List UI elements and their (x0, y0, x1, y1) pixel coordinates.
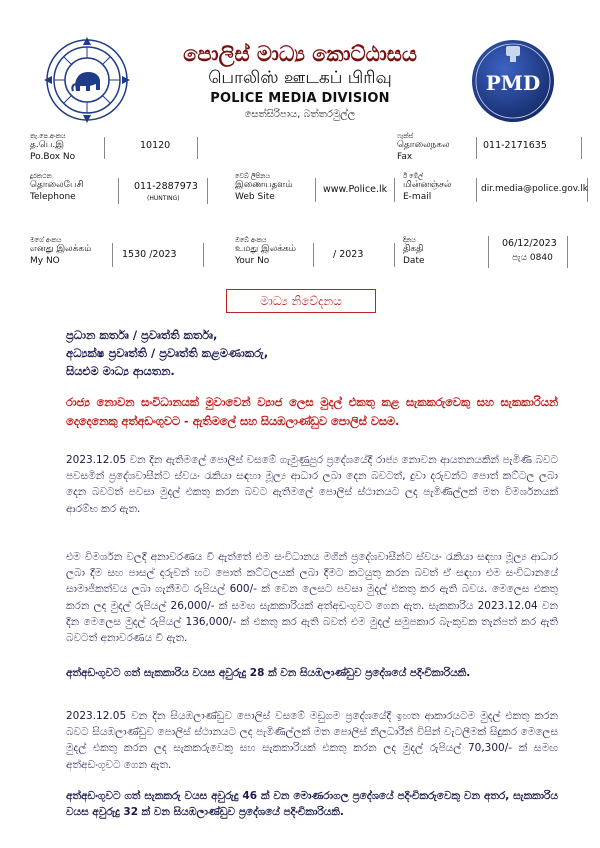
media-release-title: මාධ්‍ය නිවේදනය (260, 294, 342, 308)
paragraph-1: 2023.12.05 වන දින ඇතිමලේ පොලිස් වසමේ ගැමුණුපුර ප්‍රදේශයේදී රාජ්‍ය නොවන ආයතනයකින් පැමිණි බවට පවසමින් ප්‍රදේශවාසීන්ට ස්වයං රැකියා සඳහා මූල්‍ය ආධාර ලබා දෙන බවටත්, දුවා දරුවන්ට පොත් කට්ටල ලබා දෙන බවටත් පවසා මුදල් එකතු කරන බවට ඇතිමලේ පොලිස් ස්ථානයට ලද පැමිණිල්ලක් මත විමර්ශනයක් ආරම්භ කර ඇත. (66, 454, 558, 515)
website-label: වෙබ් ලිපිනය இணையதளம் Web Site (235, 172, 293, 202)
paragraph-5: අත්අඩංගුවට ගත් සැකකරු වයස අවුරුදු 46 ක් වන මොණරාගල ප්‍රදේශයේ පදිංචිකරුවෙකු වන අතර, සැකකාරිය වයස අවුරුදු 32 ක් වන සියඹලාණ්ඩුව ප්‍රදේශයේ පදිංචිකාරියකි. (66, 790, 558, 819)
paragraph-2: එම විමර්ශන වලදී අනාවරණය වී ඇත්තේ එම සංවිධානය මගින් ප්‍රදේශවාසීන්ට ස්වයං රැකියා සඳහා මූල්‍ය ආධාර ලබා දීම සහ පාසල් දරුවන් හට පොත් කට්ටලයක් ලබා දීමට කටයුතු කරන බවත් ඒ සඳහා එම සංවිධානයේ සාමාජිකත්වය ලබා ගැනීමට රුපියල් 600/- ක් වෙන ලෙසට පවසා මුදල් එකතු කර ඇති බවය. මෙලෙස එකතු කරන ලද මුදල් රුපියල් 26,000/- ක් සමඟ සැකකාරියක් අත්අඩංගුවට ගෙන ඇත. සැකකාරිය 2023.12.04 වන දින මෙලෙස මුදල් රුපියල් 136,000/- ක් එකතු කර ඇති බවත් එම මුදල් සමුපකාර බැංකුවක තැන්පත් කර ඇති බවටත් අනාවරණය වී ඇත. (66, 551, 558, 645)
telephone-note: (HUNTING) (147, 195, 180, 202)
header-title-tamil: பொலிஸ் ஊடகப் பிரிவு (208, 68, 392, 88)
paragraph-3: අත්අඩංගුවට ගත් සැකකාරිය වයස අවුරුදු 28 ක් වන සියඹලාණ්ඩුව ප්‍රදේශයේ පදිංචිකාරියකි. (66, 667, 471, 679)
your-no-label: ඔබේ අංකය உமது இலக்கம் Your No (235, 236, 297, 266)
my-no-value: 1530 /2023 (122, 249, 177, 260)
date-label: දිනය திகதி Date (403, 236, 425, 266)
addressee-line-2: අධ්‍යක්ෂ ප්‍රවෘත්ති / ප්‍රවෘත්ති කළමණාකරු, (66, 346, 269, 360)
my-no-label: මගේ අංකය எனது இலக்கம் My NO (30, 236, 92, 266)
email-value[interactable]: dir.media@police.gov.lk (481, 184, 588, 194)
telephone-label: දුරකථන தொலைபேசி Telephone (30, 172, 84, 202)
headline: රාජ්‍ය නොවන සංවිධානයක් මුවාවෙන් ව්‍යාජ ලෙස මුදල් එකතු කළ සැකකරුවෙකු සහ සැකකාරියන් දෙදෙනෙකු අත්අඩංගුවට - ඇතිමලේ සහ සියඹලාණ්ඩුව පොලිස් වසම. (66, 396, 558, 428)
addressee-line-1: ප්‍රධාන කර්තෘ / ප්‍රවෘත්ති කර්තෘ, (66, 328, 218, 342)
header-title-english: POLICE MEDIA DIVISION (210, 91, 390, 106)
website-value[interactable]: www.Police.lk (323, 184, 388, 195)
pobox-label: තැ.පෙ.අංකය த.பெ.இ Po.Box No (30, 132, 76, 162)
date-value: 06/12/2023 (502, 238, 557, 249)
media-release-box (226, 289, 376, 313)
header-title-sinhala: පොලිස් මාධ්‍ය කොට්ඨාසය (183, 42, 417, 66)
date-time: පැය 0840 (512, 253, 553, 263)
fax-label: ෆැක්ස් தொலைநகல Fax (397, 132, 450, 162)
pmd-logo (470, 38, 556, 124)
email-label: ඊ මේල් மின்னஞ்சல் E-mail (403, 172, 452, 202)
fax-value: 011-2171635 (483, 140, 547, 151)
addressee-line-3: සියළුම මාධ්‍ය ආයතන. (66, 364, 175, 378)
header-address: සෙත්සිරිපාය, බත්තරමුල්ල (244, 109, 356, 120)
your-no-value: / 2023 (333, 249, 364, 260)
telephone-value: 011-2887973 (134, 181, 198, 192)
svg-text:PMD: PMD (485, 71, 541, 95)
paragraph-4: 2023.12.05 වන දින සියඹලාණ්ඩුව පොලිස් වසමේ මඩුගම ප්‍රදේශයේදී ඉහත ආකාරයටම මුදල් එකතු කරන බවට සියඹලාණ්ඩුව පොලිස් ස්ථානයට ලද පැමිණිල්ලක් මත පොලිස් නිලධාරීන් විසින් වැටලීමක් සිදුකර මෙලෙස මුදල් එකතු කරන ලද සැකකරුවෙකු සහ සැකකාරියක් එකතු කරන ලද මුදල් රුපියල් 70,300/- ක් සමඟ අත්අඩංගුවට ගෙන ඇත. (66, 710, 558, 771)
pobox-value: 10120 (140, 140, 171, 151)
